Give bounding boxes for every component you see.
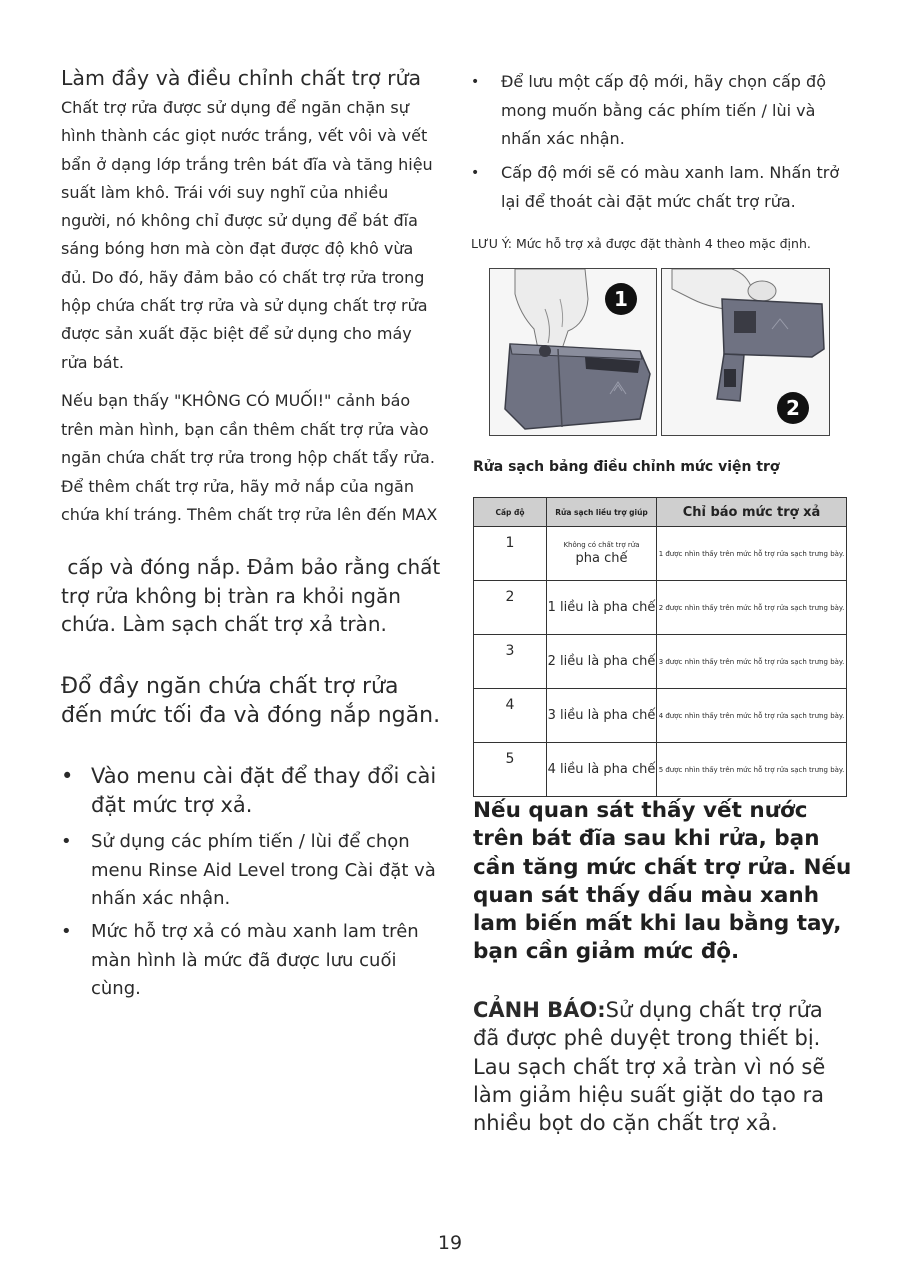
dose-cell: 4 liều là pha chế [547,743,657,797]
level-cell: 1 [474,527,547,581]
table-row [474,689,847,743]
table-row [474,581,847,635]
bullet-list-left-3: • Mức hỗ trợ xả có màu xanh lam trên màn hình là mức đã được lưu cuối cùng. [61,921,419,1000]
bullet-list-right-2: • Cấp độ mới sẽ có màu xanh lam. Nhấn trở lại để thoát cài đặt mức chất trợ rửa. [471,163,840,211]
indicator-cell: 2 được nhìn thấy trên mức hỗ trợ rửa sạch trưng bày. [657,581,847,635]
bullet-list-left-1: • Vào menu cài đặt để thay đổi cài đặt mức trợ xả. [61,764,437,817]
bullet-list-left-2: • Sử dụng các phím tiến / lùi để chọn menu Rinse Aid Level trong Cài đặt và nhấn xác nhận. [61,831,436,910]
intro-paragraph: Chất trợ rửa được sử dụng để ngăn chặn sự hình thành các giọt nước trắng, vết vôi và vết bẩn ở dạng lớp trắng trên bát đĩa và tăng hiệu suất làm khô. Trái với suy nghĩ của nhiều người, nó không chỉ được sử dụng để bát đĩa sáng bóng hơn mà còn đạt được độ khô vừa đủ. Do đó, hãy đảm bảo có chất trợ rửa trong hộp chứa chất trợ rửa và sử dụng chất trợ rửa được sản xuất đặc biệt để sử dụng cho máy rửa bát. [61,98,433,372]
illustration-open-lid [489,268,657,436]
bullet-text: Sử dụng các phím tiến / lùi để chọn menu Rinse Aid Level trong Cài đặt và nhấn xác nhận. [91,831,436,910]
table-row [474,743,847,797]
bullet-text: Cấp độ mới sẽ có màu xanh lam. Nhấn trở lại để thoát cài đặt mức chất trợ rửa. [501,163,840,211]
indicator-cell: 4 được nhìn thấy trên mức hỗ trợ rửa sạch trưng bày. [657,689,847,743]
page-number: 19 [437,1232,463,1254]
indicator-cell: 5 được nhìn thấy trên mức hỗ trợ rửa sạch trưng bày. [657,743,847,797]
table-caption: Rửa sạch bảng điều chỉnh mức viện trợ [473,459,780,475]
table-row [474,527,847,581]
header-level: Cấp độ [474,498,547,527]
table-row [474,635,847,689]
no-salt-paragraph: Nếu bạn thấy "KHÔNG CÓ MUỐI!" cảnh báo trên màn hình, bạn cần thêm chất trợ rửa vào ngăn chứa chất trợ rửa trong hộp chất tẩy rửa. Để thêm chất trợ rửa, hãy mở nắp của ngăn chứa khí tráng. Thêm chất trợ rửa lên đến MAX [61,391,438,525]
dose-cell: 2 liều là pha chế [547,635,657,689]
warning-text: Sử dụng chất trợ rửa đã được phê duyệt trong thiết bị. Lau sạch chất trợ xả tràn vì nó sẽ làm giảm hiệu suất giặt do tạo ra nhiều bọt do cặn chất trợ xả. [473,998,826,1136]
dose-cell: 3 liều là pha chế [547,689,657,743]
section-heading: Làm đầy và điều chỉnh chất trợ rửa [61,66,422,90]
level-cell: 2 [474,581,547,635]
step-number-2: 2 [786,396,800,420]
header-dose: Rửa sạch liều trợ giúp [547,498,657,527]
warning-label: CẢNH BÁO: [473,998,606,1022]
level-cell: 4 [474,689,547,743]
bullet-text: Mức hỗ trợ xả có màu xanh lam trên màn hình là mức đã được lưu cuối cùng. [91,921,419,1000]
bullet-text: Để lưu một cấp độ mới, hãy chọn cấp độ mong muốn bằng các phím tiến / lùi và nhấn xác nhận. [501,72,826,149]
illustration-fill-rinse-aid [661,268,830,436]
level-cell: 3 [474,635,547,689]
default-level-note: LƯU Ý: Mức hỗ trợ xả được đặt thành 4 theo mặc định. [471,236,811,251]
warning-paragraph [473,996,853,1137]
bullet-text: Vào menu cài đặt để thay đổi cài đặt mức trợ xả. [91,764,437,817]
level-cell: 5 [474,743,547,797]
adjustment-advice: Nếu quan sát thấy vết nước trên bát đĩa sau khi rửa, bạn cần tăng mức chất trợ rửa. Nếu quan sát thấy dấu màu xanh lam biến mất khi lau bằng tay, bạn cần giảm mức độ. [473,798,852,965]
table-header-row [474,498,847,527]
rinse-aid-level-table [473,497,847,797]
header-indicator: Chỉ báo mức trợ xả [657,498,847,527]
close-lid-paragraph: cấp và đóng nắp. Đảm bảo rằng chất trợ rửa không bị tràn ra khỏi ngăn chứa. Làm sạch chất trợ xả tràn. [61,555,441,637]
fill-max-paragraph: Đổ đầy ngăn chứa chất trợ rửa đến mức tối đa và đóng nắp ngăn. [61,674,441,728]
dose-cell: 1 liều là pha chế [547,581,657,635]
indicator-cell: 1 được nhìn thấy trên mức hỗ trợ rửa sạch trưng bày. [657,527,847,581]
dose-cell: Không có chất trợ rửa pha chế [547,527,657,581]
step-number-1: 1 [614,287,628,311]
indicator-cell: 3 được nhìn thấy trên mức hỗ trợ rửa sạch trưng bày. [657,635,847,689]
bullet-list-right-1: • Để lưu một cấp độ mới, hãy chọn cấp độ mong muốn bằng các phím tiến / lùi và nhấn xác nhận. [471,72,826,149]
